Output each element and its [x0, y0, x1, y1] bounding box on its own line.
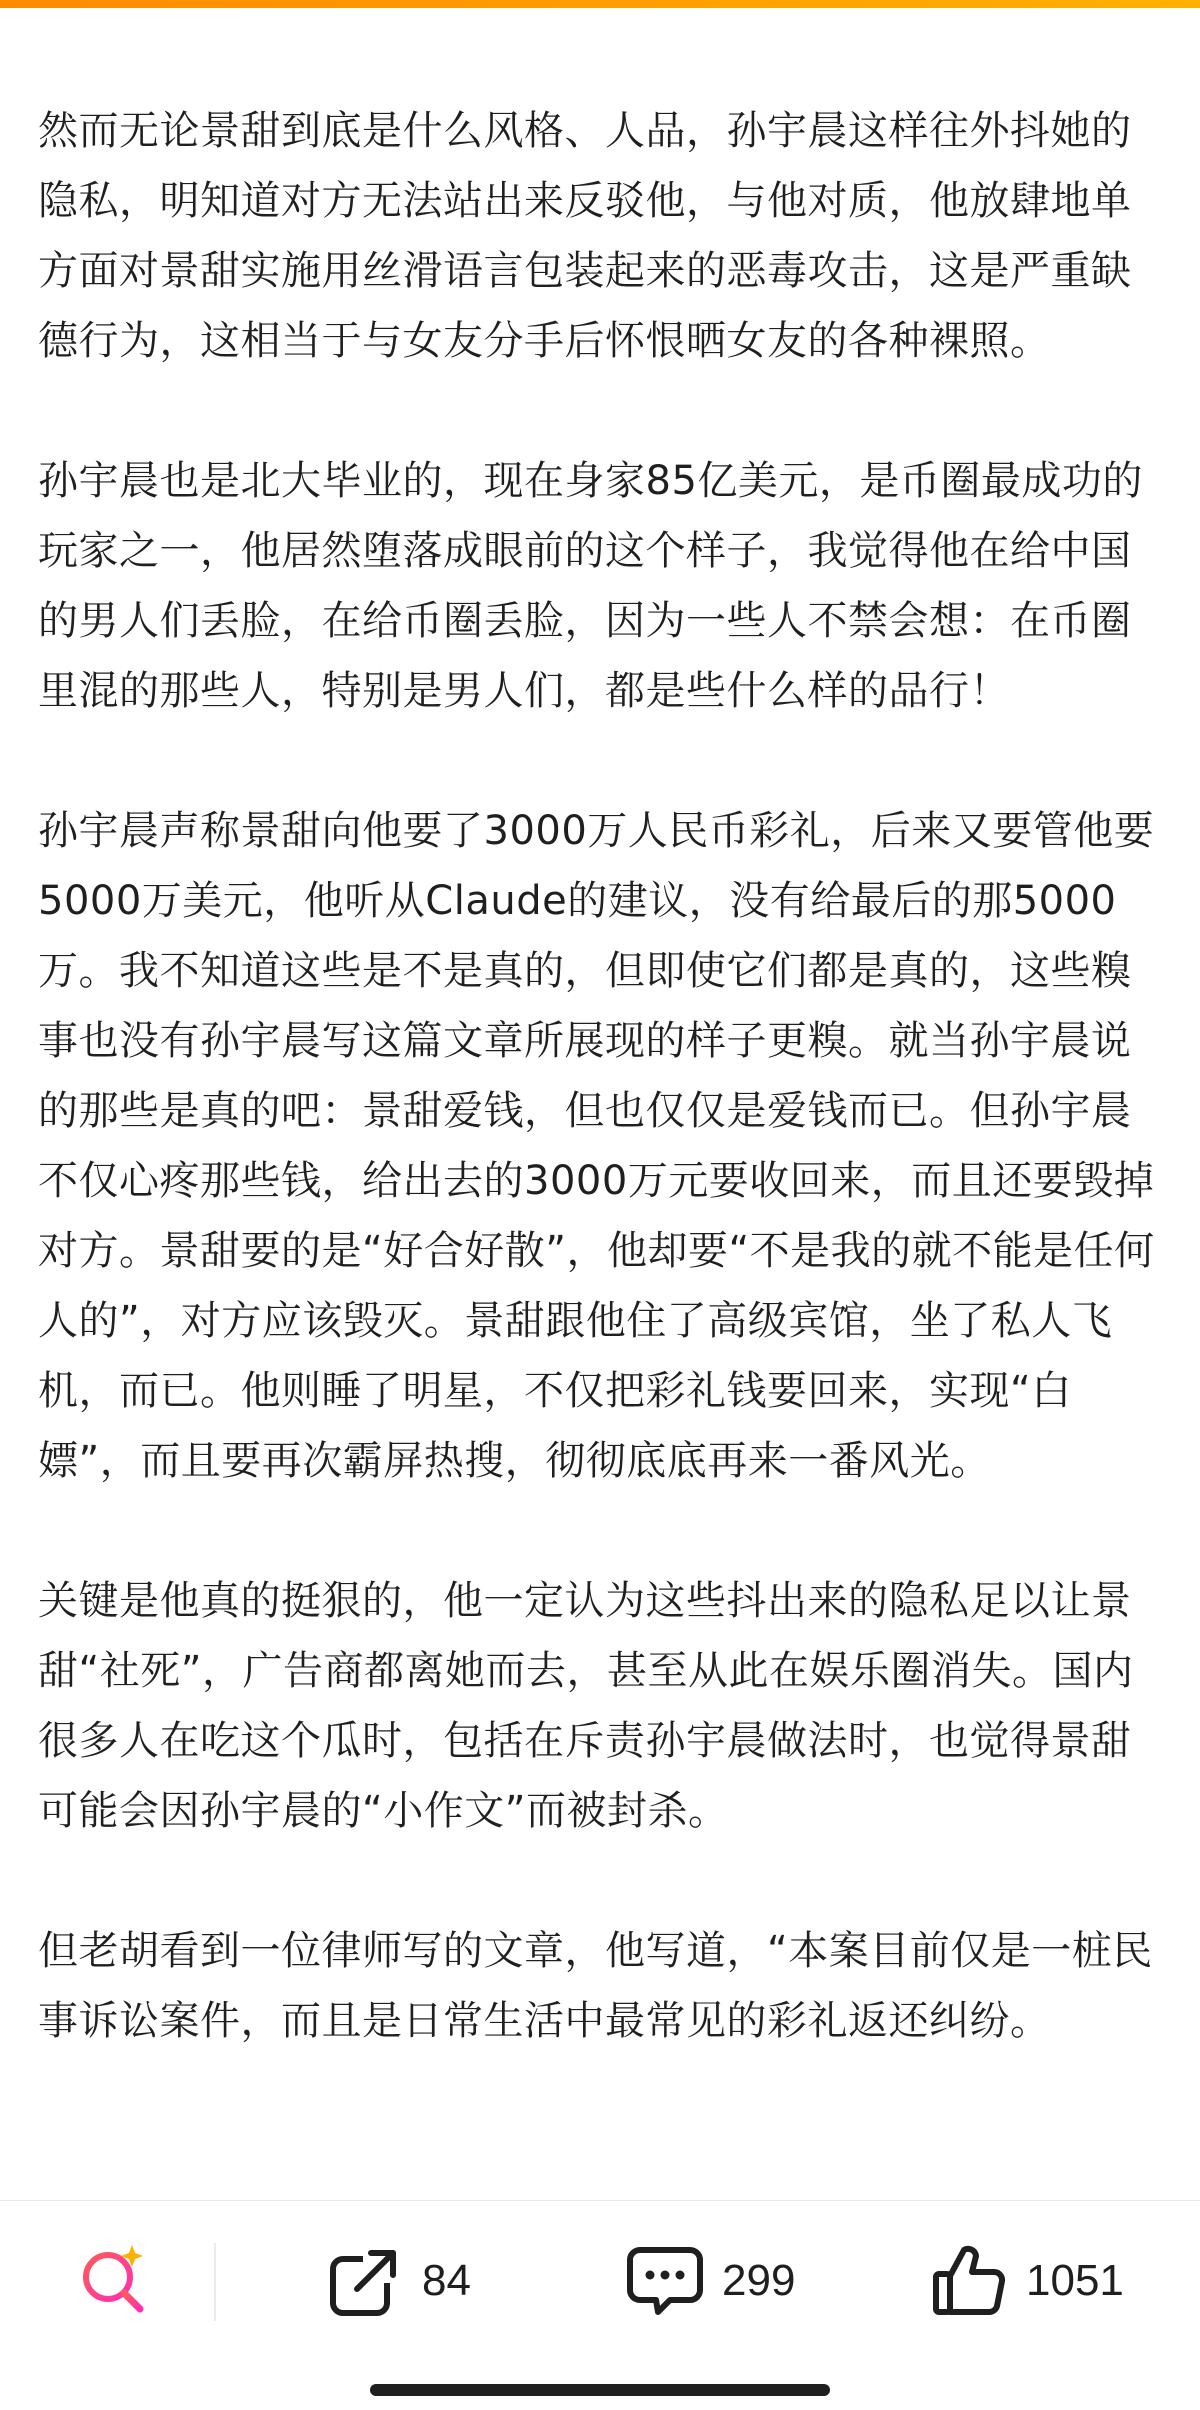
like-count: 1051 — [1026, 2256, 1124, 2305]
comment-count: 299 — [722, 2256, 796, 2305]
article-paragraph-3: 孙宇晨声称景甜向他要了3000万人民币彩礼，后来又要管他要5000万美元，他听从Claude的建议，没有给最后的那5000万。我不知道这些是不是真的，但即使它们都是真的，这些糗事也没有孙宇晨写这篇文章所展现的样子更糗。就当孙宇晨说的那些是真的吧：景甜爱钱，但也仅仅是爱钱而已。但孙宇晨不仅心疼那些钱，给出去的3000万元要收回来，而且还要毁掉对方。景甜要的是“好合好散”，他却要“不是我的就不能是任何人的”，对方应该毁灭。景甜跟他住了高级宾馆，坐了私人飞机，而已。他则睡了明星，不仅把彩礼钱要回来，实现“白嫖”，而且要再次霸屏热搜，彻彻底底再来一番风光。 — [38, 808, 1155, 1484]
top-accent-bar — [0, 0, 1200, 8]
article-paragraph-4: 关键是他真的挺狠的，他一定认为这些抖出来的隐私足以让景甜“社死”，广告商都离她而去，甚至从此在娱乐圈消失。国内很多人在吃这个瓜时，包括在斥责孙宇晨做法时，也觉得景甜可能会因孙宇晨的“小作文”而被封杀。 — [38, 1578, 1134, 1834]
article-paragraph-5: 但老胡看到一位律师写的文章，他写道，“本案目前仅是一桩民事诉讼案件，而且是日常生活中最常见的彩礼返还纠纷。 — [38, 1928, 1153, 2044]
home-indicator[interactable] — [370, 2384, 830, 2396]
thumbs-up-icon — [930, 2242, 1008, 2320]
article-paragraph-1: 然而无论景甜到底是什么风格、人品，孙宇晨这样往外抖她的隐私，明知道对方无法站出来反驳他，与他对质，他放肆地单方面对景甜实施用丝滑语言包装起来的恶毒攻击，这是严重缺德行为，这相当于与女友分手后怀恨晒女友的各种裸照。 — [38, 108, 1132, 364]
like-button[interactable] — [930, 2233, 1124, 2329]
share-icon — [326, 2242, 404, 2320]
share-button[interactable] — [326, 2233, 471, 2329]
article-body — [38, 96, 1163, 2126]
comment-button[interactable] — [626, 2233, 795, 2329]
search-sparkle-icon — [74, 2239, 154, 2323]
search-button[interactable] — [66, 2233, 162, 2329]
bottom-action-bar — [0, 2200, 1200, 2410]
article-paragraph-2: 孙宇晨也是北大毕业的，现在身家85亿美元，是币圈最成功的玩家之一，他居然堕落成眼前的这个样子，我觉得他在给中国的男人们丢脸，在给币圈丢脸，因为一些人不禁会想：在币圈里混的那些人，特别是男人们，都是些什么样的品行！ — [38, 458, 1143, 714]
comment-icon — [626, 2242, 704, 2320]
toolbar-divider — [214, 2243, 216, 2321]
share-count: 84 — [422, 2256, 471, 2305]
